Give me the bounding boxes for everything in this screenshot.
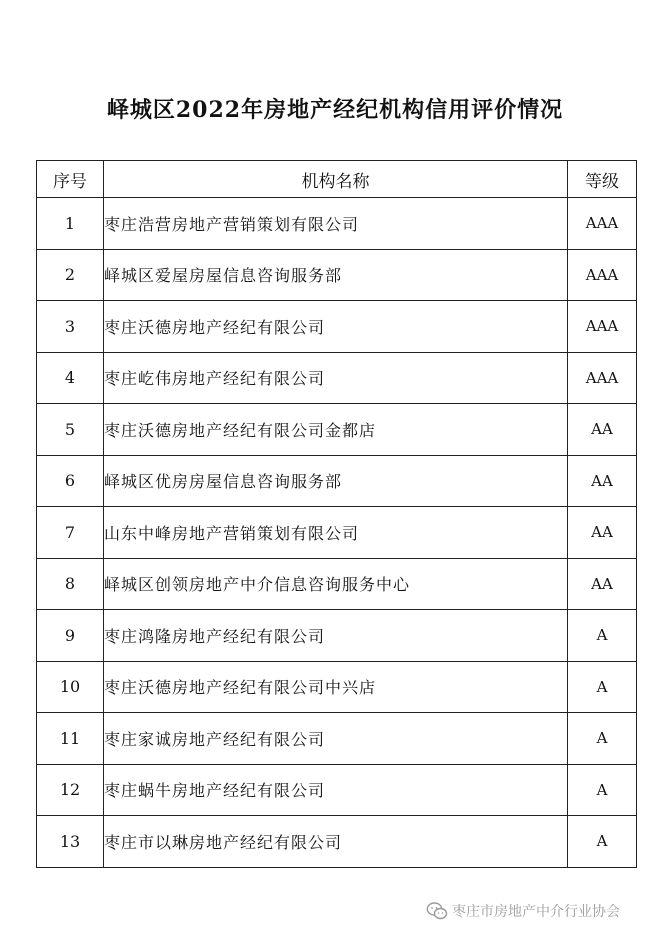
table-row xyxy=(37,198,637,250)
row-agency-name: 枣庄鸿隆房地产经纪有限公司 xyxy=(104,610,568,662)
row-serial-number: 11 xyxy=(37,713,104,765)
row-serial-number: 6 xyxy=(37,455,104,507)
row-grade: A xyxy=(568,610,637,662)
row-agency-name: 枣庄家诚房地产经纪有限公司 xyxy=(104,713,568,765)
row-serial-number: 13 xyxy=(37,816,104,868)
row-grade: A xyxy=(568,764,637,816)
table-row xyxy=(37,661,637,713)
row-grade: AA xyxy=(568,507,637,559)
row-agency-name: 枣庄沃德房地产经纪有限公司 xyxy=(104,301,568,353)
row-grade: AA xyxy=(568,558,637,610)
watermark xyxy=(426,898,620,924)
row-grade: AA xyxy=(568,455,637,507)
table-row xyxy=(37,404,637,456)
table-header-row xyxy=(37,161,637,198)
table-row xyxy=(37,455,637,507)
row-agency-name: 枣庄沃德房地产经纪有限公司金都店 xyxy=(104,404,568,456)
row-grade: AA xyxy=(568,404,637,456)
table-row xyxy=(37,558,637,610)
row-grade: A xyxy=(568,816,637,868)
header-grade: 等级 xyxy=(568,161,637,198)
row-grade: A xyxy=(568,661,637,713)
row-serial-number: 2 xyxy=(37,249,104,301)
table-row xyxy=(37,249,637,301)
row-grade: AAA xyxy=(568,198,637,250)
watermark-text: 枣庄市房地产中介行业协会 xyxy=(452,904,620,920)
row-serial-number: 10 xyxy=(37,661,104,713)
row-serial-number: 3 xyxy=(37,301,104,353)
row-agency-name: 枣庄屹伟房地产经纪有限公司 xyxy=(104,352,568,404)
row-agency-name: 峄城区创领房地产中介信息咨询服务中心 xyxy=(104,558,568,610)
row-serial-number: 1 xyxy=(37,198,104,250)
row-serial-number: 5 xyxy=(37,404,104,456)
page-title: 峄城区2022年房地产经纪机构信用评价情况 xyxy=(106,97,564,123)
table-row xyxy=(37,610,637,662)
row-grade: AAA xyxy=(568,249,637,301)
row-serial-number: 9 xyxy=(37,610,104,662)
row-agency-name: 枣庄市以琳房地产经纪有限公司 xyxy=(104,816,568,868)
row-grade: A xyxy=(568,713,637,765)
table-row xyxy=(37,507,637,559)
row-agency-name: 枣庄沃德房地产经纪有限公司中兴店 xyxy=(104,661,568,713)
row-agency-name: 峄城区爱屋房屋信息咨询服务部 xyxy=(104,249,568,301)
row-serial-number: 7 xyxy=(37,507,104,559)
table-row xyxy=(37,764,637,816)
row-agency-name: 山东中峰房地产营销策划有限公司 xyxy=(104,507,568,559)
row-grade: AAA xyxy=(568,352,637,404)
header-serial-number: 序号 xyxy=(37,161,104,198)
row-serial-number: 4 xyxy=(37,352,104,404)
row-agency-name: 枣庄浩营房地产营销策划有限公司 xyxy=(104,198,568,250)
row-grade: AAA xyxy=(568,301,637,353)
row-serial-number: 12 xyxy=(37,764,104,816)
credit-rating-table xyxy=(36,160,637,868)
table-row xyxy=(37,301,637,353)
table-row xyxy=(37,816,637,868)
row-agency-name: 枣庄蜗牛房地产经纪有限公司 xyxy=(104,764,568,816)
table-row xyxy=(37,352,637,404)
header-agency-name: 机构名称 xyxy=(104,161,568,198)
row-agency-name: 峄城区优房房屋信息咨询服务部 xyxy=(104,455,568,507)
wechat-icon xyxy=(426,901,448,921)
table-row xyxy=(37,713,637,765)
row-serial-number: 8 xyxy=(37,558,104,610)
